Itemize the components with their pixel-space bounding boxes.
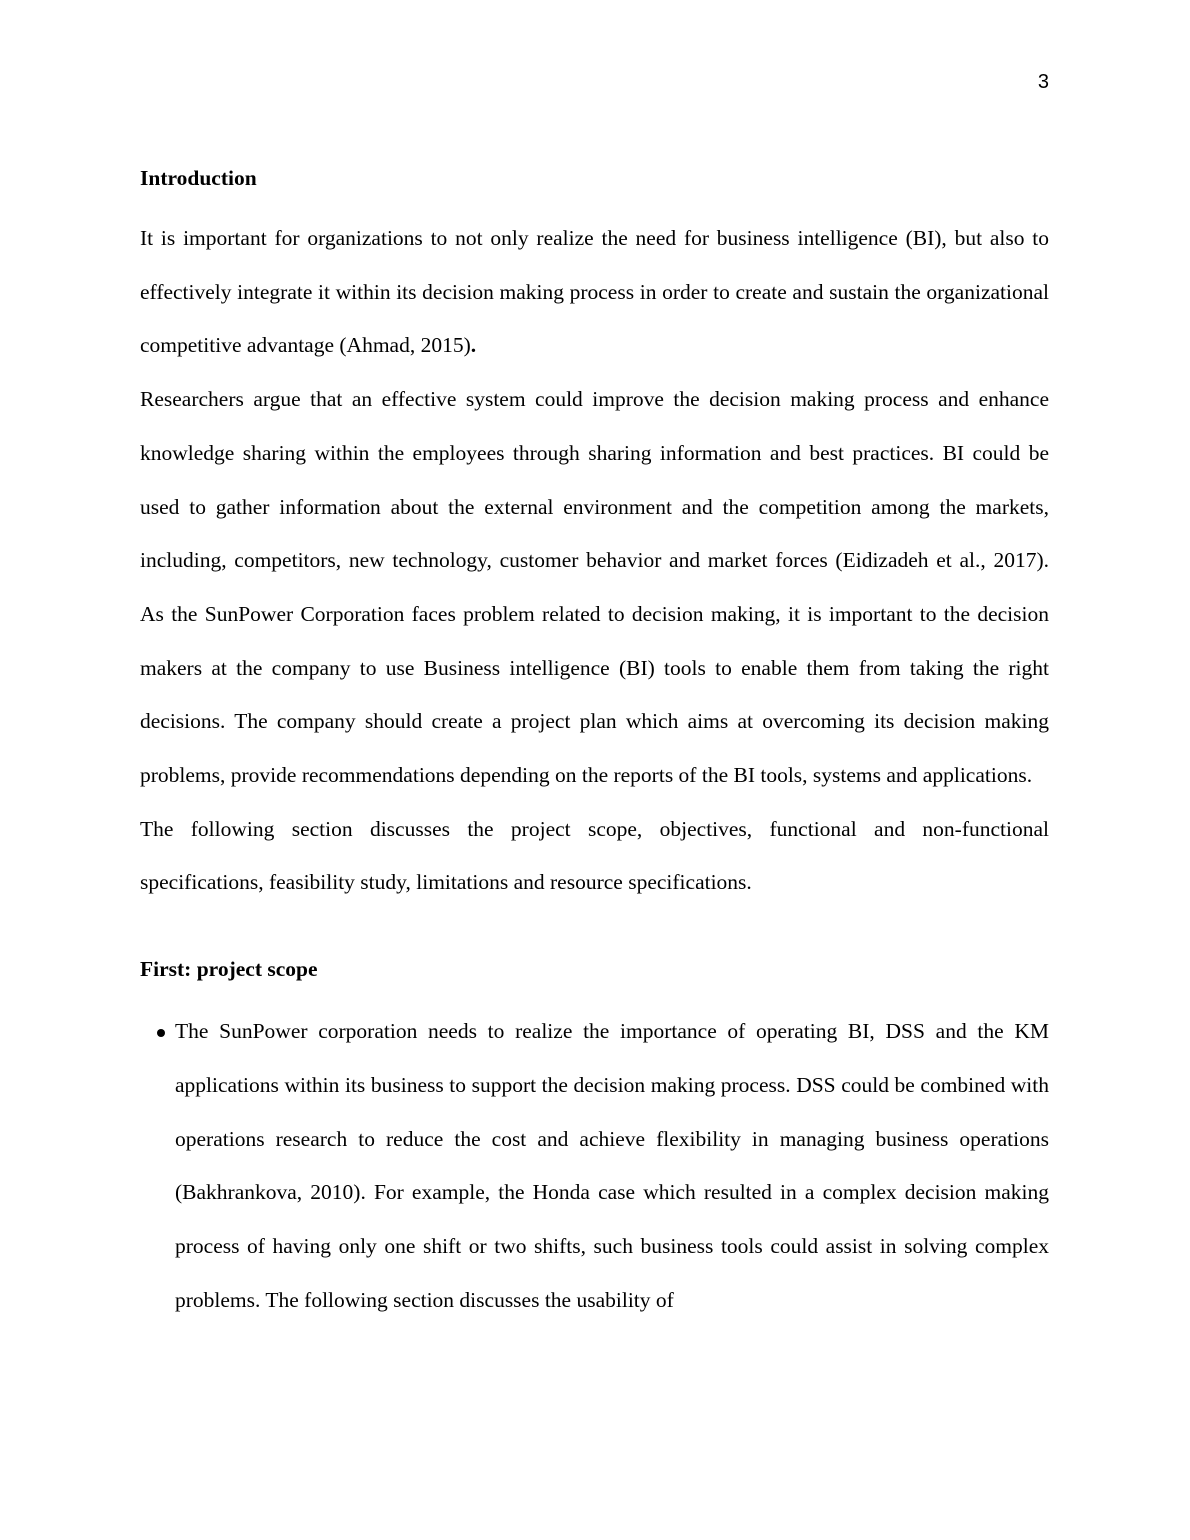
intro-paragraph-3: The following section discusses the project scope, objectives, functional and non-functional specifications, feasibility study, limitations and resource specifications.: [140, 816, 1049, 895]
project-scope-list: [140, 1005, 1049, 1327]
intro-paragraph-1-end: .: [470, 333, 477, 358]
project-scope-heading: First: project scope: [140, 957, 318, 982]
bullet-icon: [157, 1029, 165, 1037]
intro-paragraph-1: [140, 212, 1049, 373]
intro-paragraph-1-text: It is important for organizations to not only realize the need for business intelligence (BI), but also to effectively integrate it within its decision making process in order to create and sustain the organizational competitive advantage (Ahmad, 2015): [140, 226, 1049, 358]
list-item-text: The SunPower corporation needs to realize the importance of operating BI, DSS and the KM applications within its business to support the decision making process. DSS could be combined with operations research to reduce the cost and achieve flexibility in managing business operations (Bakhrankova, 2010). For example, the Honda case which resulted in a complex decision making process of having only one shift or two shifts, such business tools could assist in solving complex problems. The following section discusses the usability of: [175, 1019, 1049, 1312]
introduction-heading: Introduction: [140, 166, 257, 190]
list-item: [140, 1005, 1049, 1327]
document-body: [140, 160, 1049, 1327]
page-number: 3: [1037, 71, 1049, 93]
intro-paragraph-2: Researchers argue that an effective system could improve the decision making process and enhance knowledge sharing within the employees through sharing information and best practices. BI could be used to gather information about the external environment and the competition among the markets, including, competitors, new technology, customer behavior and market forces (Eidizadeh et al., 2017). As the SunPower Corporation faces problem related to decision making, it is important to the decision makers at the company to use Business intelligence (BI) tools to enable them from taking the right decisions. The company should create a project plan which aims at overcoming its decision making problems, provide recommendations depending on the reports of the BI tools, systems and applications.: [140, 387, 1049, 788]
